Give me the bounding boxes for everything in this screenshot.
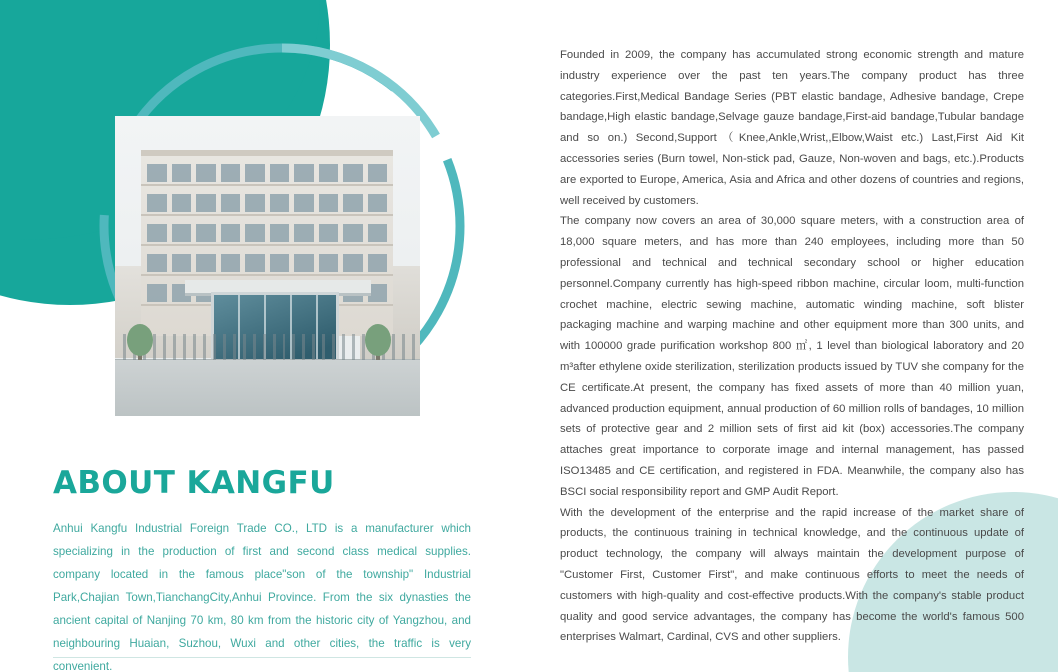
description-paragraph-2: The company now covers an area of 30,000 square meters, with a construction area of 18,000 square meters, and has more than 240 employees, including more than 50 professional and technical and technical secondary school or higher education personnel.Company currently has high-speed ribbon machine, circular loom, multi-function crochet machine, electric sewing machine, automatic winding machine, soft blister packaging machine and warping machine and other equipment more than 300 units, and with 100000 grade purification workshop 800 ㎡, 1 level than biological laboratory and 20 m³after ethylene oxide sterilization, sterilization products issued by TUV she company for the CE certificate.At present, the company has fixed assets of more than 40 million yuan, advanced production equipment, annual production of 60 million rolls of bandages, 10 million sets of protective gear and 2 million sets of first aid kit (box) accessories.The company attaches great importance to corporate image and internal management, has passed ISO13485 and CE certification, and registered in FDA. Meanwhile, the company also has BSCI social responsibility report and GMP Audit Report. [560, 215, 1024, 498]
divider [53, 657, 471, 658]
company-intro-paragraph: Anhui Kangfu Industrial Foreign Trade CO., LTD is a manufacturer which specializing in the production of first and second class medical supplies. company located in the famous place"son of the township" Industrial Park,Chajian Town,TianchangCity,Anhui Province. From the six dynasties the ancient capital of Nanjing 70 km, 80 km from the historic city of Yangzhou, and neighbouring Huaian, Suzhou, Wuxi and other cities, the traffic is very convenient. [53, 521, 471, 672]
factory-building-photo [115, 116, 420, 416]
photo-ground [115, 360, 420, 416]
description-paragraph-1: Founded in 2009, the company has accumulated strong economic strength and mature industry experience over the past ten years.The company product has three categories.First,Medical Bandage Series (PBT elastic bandage, Adhesive bandage, Crepe bandage,High elastic bandage,Selvage gauze bandage,First-aid bandage,Tubular bandage and so on.) Second,Support（Knee,Ankle,Wrist,,Elbow,Waist etc.) Last,First Aid Kit accessories series (Burn towel, Non-stick pad, Gauze, Non-woven and bags, etc.).Products are exported to Europe, America, Asia and Africa and other dozens of countries and regions, well received by customers. [560, 49, 1024, 207]
page-title: ABOUT KANGFU [53, 464, 335, 501]
company-description-column [560, 45, 1024, 648]
description-paragraph-3: With the development of the enterprise and the rapid increase of the market share of products, the continuous training in technical knowledge, and the continuous update of product technology, the company will always maintain the development purpose of "Customer First, Customer First", and make continuous efforts to meet the needs of customers with high-quality and cost-effective products.With the company's stable product quality and good service advantages, the company has become the world's famous 500 enterprises Walmart, Cardinal, CVS and other suppliers. [560, 506, 1024, 644]
